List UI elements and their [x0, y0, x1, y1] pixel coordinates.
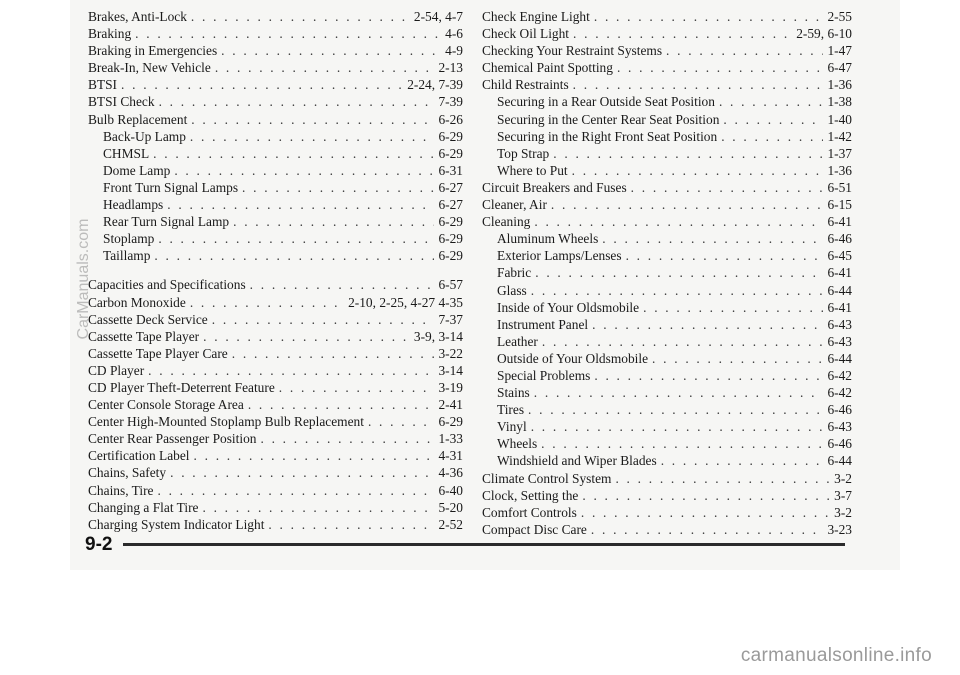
- entry-page-refs: 2-24, 7-39: [407, 77, 463, 93]
- entry-page-refs: 3-14: [438, 362, 463, 378]
- entry-page-refs: 2-52: [438, 516, 463, 532]
- index-subentry: [482, 111, 852, 128]
- entry-page-refs: 6-41: [827, 214, 852, 230]
- index-entry: [88, 464, 463, 481]
- entry-label: Capacities and Specifications: [88, 277, 246, 293]
- entry-label: Climate Control System: [482, 470, 612, 486]
- entry-page-refs: 3-23: [827, 521, 852, 537]
- entry-label: Aluminum Wheels: [497, 231, 599, 247]
- dot-leader: [221, 42, 441, 59]
- entry-page-refs: 6-45: [827, 248, 852, 264]
- dot-leader: [643, 299, 823, 316]
- entry-label: CD Player Theft-Deterrent Feature: [88, 379, 275, 395]
- entry-page-refs: 1-33: [438, 431, 463, 447]
- entry-label: Front Turn Signal Lamps: [103, 179, 239, 195]
- entry-page-refs: 6-15: [827, 197, 852, 213]
- entry-page-refs: 3-19: [438, 379, 463, 395]
- index-subentry: [88, 196, 463, 213]
- entry-page-refs: 6-29: [438, 214, 463, 230]
- index-entry: [88, 328, 463, 345]
- entry-page-refs: 7-37: [438, 311, 463, 327]
- entry-page-refs: 6-29: [438, 145, 463, 161]
- index-entry: [482, 179, 852, 196]
- entry-label: Check Engine Light: [482, 9, 590, 24]
- index-subentry: [482, 145, 852, 162]
- dot-leader: [626, 247, 824, 264]
- dot-leader: [719, 93, 824, 110]
- entry-page-refs: 6-42: [827, 367, 852, 383]
- entry-label: Leather: [497, 333, 538, 349]
- entry-page-refs: 6-29: [438, 248, 463, 264]
- index-subentry: [482, 162, 852, 179]
- index-entry: [88, 447, 463, 464]
- entry-label: Outside of Your Oldsmobile: [497, 350, 649, 366]
- entry-page-refs: 2-10, 2-25, 4-27 4-35: [348, 294, 463, 310]
- index-subentry: [482, 282, 852, 299]
- entry-page-refs: 2-54, 4-7: [413, 9, 463, 24]
- entry-page-refs: 6-46: [827, 231, 852, 247]
- entry-label: BTSI Check: [88, 94, 155, 110]
- index-subentry: [482, 230, 852, 247]
- entry-label: Cassette Tape Player: [88, 328, 200, 344]
- index-entry: [482, 25, 852, 42]
- dot-leader: [159, 93, 435, 110]
- entry-label: Securing in the Center Rear Seat Position: [497, 111, 720, 127]
- entry-label: Center High-Mounted Stoplamp Bulb Replacement: [88, 414, 364, 430]
- dot-leader: [617, 59, 824, 76]
- dot-leader: [573, 76, 824, 93]
- index-entry: [482, 487, 852, 504]
- dot-leader: [591, 521, 824, 538]
- index-column-left: [88, 8, 463, 533]
- index-entry: [482, 504, 852, 521]
- dot-leader: [190, 128, 435, 145]
- index-entry: [88, 413, 463, 430]
- index-entry: [88, 482, 463, 499]
- index-entry: [88, 25, 463, 42]
- entry-label: Cleaning: [482, 214, 531, 230]
- dot-leader: [194, 447, 435, 464]
- entry-page-refs: 3-2: [834, 504, 852, 520]
- index-column-right: [482, 8, 852, 538]
- entry-label: Vinyl: [497, 419, 527, 435]
- dot-leader: [191, 111, 434, 128]
- index-entry: [88, 8, 463, 25]
- entry-label: Cassette Tape Player Care: [88, 345, 228, 361]
- entry-page-refs: 6-43: [827, 316, 852, 332]
- entry-label: Cassette Deck Service: [88, 311, 208, 327]
- index-entry: [88, 362, 463, 379]
- index-subentry: [482, 452, 852, 469]
- dot-leader: [202, 499, 434, 516]
- dot-leader: [368, 413, 435, 430]
- entry-page-refs: 6-46: [827, 436, 852, 452]
- index-subentry: [482, 384, 852, 401]
- entry-label: Comfort Controls: [482, 504, 577, 520]
- entry-label: Top Strap: [497, 145, 550, 161]
- index-subentry: [482, 435, 852, 452]
- entry-page-refs: 1-37: [827, 145, 852, 161]
- dot-leader: [190, 294, 344, 311]
- entry-label: Checking Your Restraint Systems: [482, 43, 663, 59]
- entry-label: Check Oil Light: [482, 26, 570, 42]
- entry-page-refs: 6-44: [827, 350, 852, 366]
- index-entry: [482, 8, 852, 25]
- dot-leader: [233, 213, 434, 230]
- entry-page-refs: 6-27: [438, 179, 463, 195]
- index-subentry: [88, 162, 463, 179]
- entry-label: Clock, Setting the: [482, 487, 579, 503]
- entry-page-refs: 6-41: [827, 299, 852, 315]
- index-entry: [482, 76, 852, 93]
- entry-label: Circuit Breakers and Fuses: [482, 179, 627, 195]
- entry-label: Center Rear Passenger Position: [88, 431, 257, 447]
- index-entry: [88, 345, 463, 362]
- index-subentry: [88, 213, 463, 230]
- entry-page-refs: 1-36: [827, 77, 852, 93]
- entry-label: Brakes, Anti-Lock: [88, 9, 187, 24]
- dot-leader: [531, 282, 824, 299]
- index-entry: [88, 42, 463, 59]
- entry-page-refs: 1-38: [827, 94, 852, 110]
- entry-label: Windshield and Wiper Blades: [497, 453, 657, 469]
- index-subentry: [88, 247, 463, 264]
- entry-page-refs: 6-46: [827, 402, 852, 418]
- index-entry: [482, 213, 852, 230]
- dot-leader: [203, 328, 410, 345]
- entry-label: Dome Lamp: [103, 162, 171, 178]
- entry-page-refs: 3-9, 3-14: [413, 328, 463, 344]
- entry-label: Cleaner, Air: [482, 197, 547, 213]
- entry-label: CD Player: [88, 362, 145, 378]
- dot-leader: [153, 145, 434, 162]
- entry-page-refs: 6-47: [827, 60, 852, 76]
- index-entry: [88, 430, 463, 447]
- entry-page-refs: 2-41: [438, 397, 463, 413]
- dot-leader: [602, 230, 823, 247]
- index-entry: [88, 311, 463, 328]
- entry-page-refs: 4-6: [445, 26, 463, 42]
- dot-leader: [242, 179, 434, 196]
- index-subentry: [482, 299, 852, 316]
- entry-page-refs: 3-2: [834, 470, 852, 486]
- entry-label: Braking: [88, 26, 132, 42]
- index-subentry: [482, 264, 852, 281]
- entry-page-refs: 6-29: [438, 414, 463, 430]
- index-subentry: [482, 367, 852, 384]
- entry-page-refs: 6-41: [827, 265, 852, 281]
- index-subentry: [482, 128, 852, 145]
- entry-page-refs: 2-55: [827, 9, 852, 24]
- index-entry: [482, 42, 852, 59]
- index-entry: [88, 396, 463, 413]
- dot-leader: [167, 196, 434, 213]
- dot-leader: [135, 25, 441, 42]
- index-entry: [88, 379, 463, 396]
- entry-label: Inside of Your Oldsmobile: [497, 299, 640, 315]
- entry-label: Break-In, New Vehicle: [88, 60, 211, 76]
- entry-label: Tires: [497, 402, 525, 418]
- dot-leader: [232, 345, 435, 362]
- index-subentry: [88, 179, 463, 196]
- entry-label: Securing in a Rear Outside Seat Position: [497, 94, 715, 110]
- dot-leader: [157, 482, 434, 499]
- entry-label: Chains, Tire: [88, 482, 154, 498]
- dot-leader: [215, 59, 435, 76]
- entry-page-refs: 3-7: [834, 487, 852, 503]
- entry-label: Glass: [497, 282, 527, 298]
- entry-label: Bulb Replacement: [88, 111, 188, 127]
- entry-label: Chains, Safety: [88, 465, 167, 481]
- dot-leader: [250, 276, 435, 293]
- dot-leader: [148, 362, 434, 379]
- entry-page-refs: 3-22: [438, 345, 463, 361]
- entry-page-refs: 6-26: [438, 111, 463, 127]
- entry-label: Stains: [497, 385, 530, 401]
- dot-leader: [170, 464, 434, 481]
- dot-leader: [534, 384, 824, 401]
- index-entry: [482, 196, 852, 213]
- entry-label: Child Restraints: [482, 77, 569, 93]
- entry-page-refs: 4-9: [445, 43, 463, 59]
- index-subentry: [482, 418, 852, 435]
- dot-leader: [535, 264, 823, 281]
- entry-label: Carbon Monoxide: [88, 294, 186, 310]
- dot-leader: [158, 230, 434, 247]
- entry-page-refs: 6-43: [827, 333, 852, 349]
- entry-label: BTSI: [88, 77, 118, 93]
- entry-label: Compact Disc Care: [482, 521, 587, 537]
- dot-leader: [661, 452, 824, 469]
- index-subentry: [88, 145, 463, 162]
- index-subentry: [88, 128, 463, 145]
- entry-label: Headlamps: [103, 197, 164, 213]
- entry-page-refs: 2-59, 6-10: [796, 26, 852, 42]
- page-number: 9-2: [85, 534, 113, 555]
- index-subentry: [482, 350, 852, 367]
- entry-label: Charging System Indicator Light: [88, 516, 265, 532]
- index-entry: [482, 59, 852, 76]
- entry-page-refs: 6-51: [827, 179, 852, 195]
- entry-label: Instrument Panel: [497, 316, 589, 332]
- footer-rule: [123, 543, 845, 546]
- entry-page-refs: 1-36: [827, 162, 852, 178]
- entry-page-refs: 6-31: [438, 162, 463, 178]
- dot-leader: [551, 196, 824, 213]
- dot-leader: [279, 379, 435, 396]
- entry-page-refs: 6-43: [827, 419, 852, 435]
- dot-leader: [594, 367, 823, 384]
- dot-leader: [721, 128, 823, 145]
- index-subentry: [482, 333, 852, 350]
- entry-page-refs: 6-27: [438, 197, 463, 213]
- entry-page-refs: 6-40: [438, 482, 463, 498]
- entry-label: Braking in Emergencies: [88, 43, 218, 59]
- dot-leader: [534, 213, 823, 230]
- dot-leader: [723, 111, 823, 128]
- entry-label: Center Console Storage Area: [88, 397, 244, 413]
- entry-page-refs: 6-44: [827, 453, 852, 469]
- dot-leader: [615, 470, 830, 487]
- dot-leader: [631, 179, 824, 196]
- entry-label: Exterior Lamps/Lenses: [497, 248, 622, 264]
- index-entry: [88, 111, 463, 128]
- entry-label: Wheels: [497, 436, 538, 452]
- site-logo: carmanualsonline.info: [740, 645, 932, 666]
- dot-leader: [542, 333, 824, 350]
- dot-leader: [573, 25, 792, 42]
- dot-leader: [572, 162, 824, 179]
- dot-leader: [528, 401, 823, 418]
- dot-leader: [592, 316, 823, 333]
- dot-leader: [268, 516, 434, 533]
- dot-leader: [191, 8, 410, 25]
- dot-leader: [541, 435, 823, 452]
- dot-leader: [260, 430, 434, 447]
- dot-leader: [581, 504, 830, 521]
- dot-leader: [531, 418, 824, 435]
- dot-leader: [154, 247, 434, 264]
- entry-label: Back-Up Lamp: [103, 128, 186, 144]
- dot-leader: [248, 396, 435, 413]
- watermark: CarManuals.com: [75, 218, 92, 340]
- entry-label: Rear Turn Signal Lamp: [103, 214, 230, 230]
- entry-label: Stoplamp: [103, 231, 155, 247]
- entry-label: Fabric: [497, 265, 532, 281]
- index-entry: [88, 294, 463, 311]
- entry-page-refs: 4-36: [438, 465, 463, 481]
- entry-page-refs: 4-31: [438, 448, 463, 464]
- index-subentry: [482, 93, 852, 110]
- index-entry: [482, 521, 852, 538]
- dot-leader: [212, 311, 435, 328]
- entry-label: Special Problems: [497, 367, 591, 383]
- dot-leader: [666, 42, 823, 59]
- index-entry: [88, 499, 463, 516]
- dot-leader: [174, 162, 434, 179]
- entry-page-refs: 1-40: [827, 111, 852, 127]
- entry-label: CHMSL: [103, 145, 150, 161]
- entry-label: Securing in the Right Front Seat Position: [497, 128, 718, 144]
- index-entry: [88, 59, 463, 76]
- dot-leader: [582, 487, 830, 504]
- index-subentry: [482, 247, 852, 264]
- entry-page-refs: 6-42: [827, 385, 852, 401]
- entry-page-refs: 5-20: [438, 499, 463, 515]
- entry-page-refs: 1-47: [827, 43, 852, 59]
- dot-leader: [121, 76, 403, 93]
- index-entry: [88, 76, 463, 93]
- index-subentry: [88, 230, 463, 247]
- entry-label: Where to Put: [497, 162, 568, 178]
- index-entry: [88, 516, 463, 533]
- index-entry: [88, 276, 463, 293]
- entry-page-refs: 2-13: [438, 60, 463, 76]
- entry-page-refs: 6-57: [438, 277, 463, 293]
- index-subentry: [482, 401, 852, 418]
- entry-label: Taillamp: [103, 248, 151, 264]
- dot-leader: [652, 350, 823, 367]
- entry-label: Changing a Flat Tire: [88, 499, 199, 515]
- index-entry: [88, 93, 463, 110]
- dot-leader: [553, 145, 823, 162]
- entry-label: Chemical Paint Spotting: [482, 60, 613, 76]
- index-entry: [482, 470, 852, 487]
- entry-page-refs: 6-44: [827, 282, 852, 298]
- dot-leader: [594, 8, 824, 25]
- entry-page-refs: 7-39: [438, 94, 463, 110]
- entry-page-refs: 6-29: [438, 231, 463, 247]
- entry-label: Certification Label: [88, 448, 190, 464]
- index-subentry: [482, 316, 852, 333]
- entry-page-refs: 1-42: [827, 128, 852, 144]
- entry-page-refs: 6-29: [438, 128, 463, 144]
